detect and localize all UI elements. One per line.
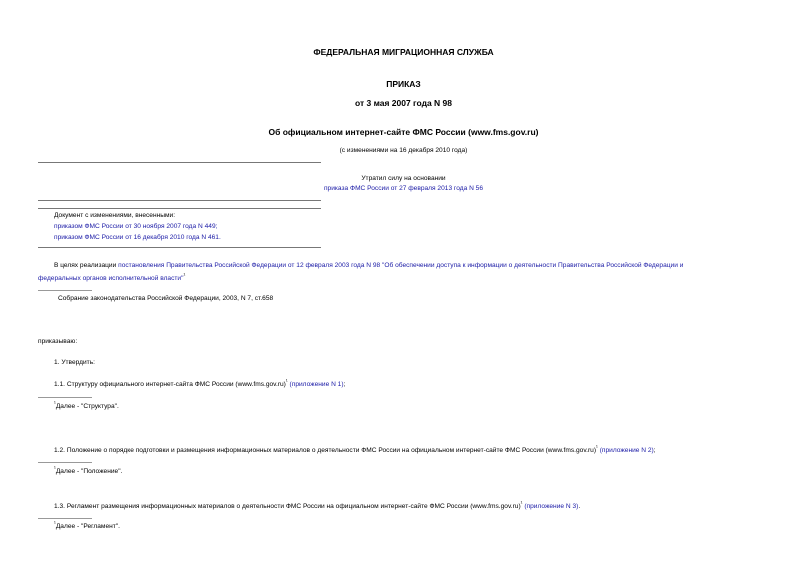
footnote-item-1-1 <box>54 401 119 410</box>
footnote-item-1-2-text: Далее - "Положение". <box>55 468 123 476</box>
appendix-3-link[interactable]: (приложение N 3) <box>524 503 579 511</box>
item-1-2 <box>54 445 656 454</box>
footnote-rule <box>38 462 92 463</box>
preamble-line-1 <box>54 262 770 269</box>
footnote-mark: ¹ <box>54 466 56 472</box>
footnote-rule <box>38 397 92 398</box>
change-link-449[interactable]: приказом ФМС России от 30 ноября 2007 года N 449; <box>54 223 218 230</box>
item-1-3 <box>54 501 580 510</box>
appendix-2-link[interactable]: (приложение N 2) <box>599 447 654 455</box>
footnote-mark: ¹ <box>285 379 288 385</box>
item-1-1-tail: ; <box>343 381 346 389</box>
preamble-decree-link[interactable]: постановления Правительства Российской Федерации от 12 февраля 2003 года N 98 "Об обеспечении доступа к информации о деятельности Правительства Российской Федерации и <box>118 262 684 269</box>
item-1-2-tail: ; <box>653 447 656 455</box>
footnote-rule <box>38 290 92 291</box>
preamble-start: В целях реализации <box>54 262 117 269</box>
divider <box>38 162 321 163</box>
footnote-rule <box>38 518 92 519</box>
amendments-note: (с изменениями на 16 декабря 2010 года) <box>339 147 468 154</box>
preamble-line-2 <box>38 273 185 282</box>
item-1-1 <box>54 379 345 388</box>
preamble-decree-link-cont[interactable]: федеральных органов исполнительной власти" <box>38 275 184 283</box>
item-1-3-text: 1.3. Регламент размещения информационных материалов о деятельности ФМС России на официальном интернет-сайте ФМС России (www.fms.gov.ru) <box>54 503 521 511</box>
divider <box>38 247 321 248</box>
footnote-mark: ¹ <box>54 401 56 407</box>
doc-title: Об официальном интернет-сайте ФМС России (www.fms.gov.ru) <box>268 127 539 137</box>
divider <box>38 208 321 209</box>
footnote-mark: ¹ <box>183 273 186 279</box>
doc-type: ПРИКАЗ <box>386 79 421 89</box>
changes-intro: Документ с изменениями, внесенными: <box>54 212 176 219</box>
footnote-mark: ¹ <box>596 445 598 451</box>
order-word: приказываю: <box>38 338 78 345</box>
item-1: 1. Утвердить: <box>54 359 95 366</box>
void-notice-link[interactable]: приказа ФМС России от 27 февраля 2013 года N 56 <box>323 185 483 192</box>
item-1-2-text: 1.2. Положение о порядке подготовки и размещения информационных материалов о деятельности ФМС России на официальном интернет-сайте ФМС России (www.fms.gov.ru) <box>54 447 597 455</box>
divider <box>38 200 321 201</box>
change-link-461[interactable]: приказом ФМС России от 16 декабря 2010 года N 461. <box>54 234 221 241</box>
footnote-mark: ¹ <box>520 501 523 507</box>
void-notice-text: Утратил силу на основании <box>361 175 446 182</box>
footnote-item-1-3 <box>54 521 120 530</box>
item-1-3-tail: . <box>578 503 581 511</box>
agency-name: ФЕДЕРАЛЬНАЯ МИГРАЦИОННАЯ СЛУЖБА <box>313 47 494 57</box>
footnote-mark: ¹ <box>54 521 56 527</box>
footnote-item-1-1-text: Далее - "Структура". <box>55 403 119 411</box>
footnote-item-1-3-text: Далее - "Регламент". <box>55 523 120 531</box>
item-1-1-text: 1.1. Структуру официального интернет-сайта ФМС России (www.fms.gov.ru) <box>54 381 286 389</box>
doc-date-number: от 3 мая 2007 года N 98 <box>354 98 453 108</box>
footnote-source: Собрание законодательства Российской Федерации, 2003, N 7, ст.658 <box>58 295 274 302</box>
appendix-1-link[interactable]: (приложение N 1) <box>289 381 344 389</box>
footnote-item-1-2 <box>54 466 122 475</box>
